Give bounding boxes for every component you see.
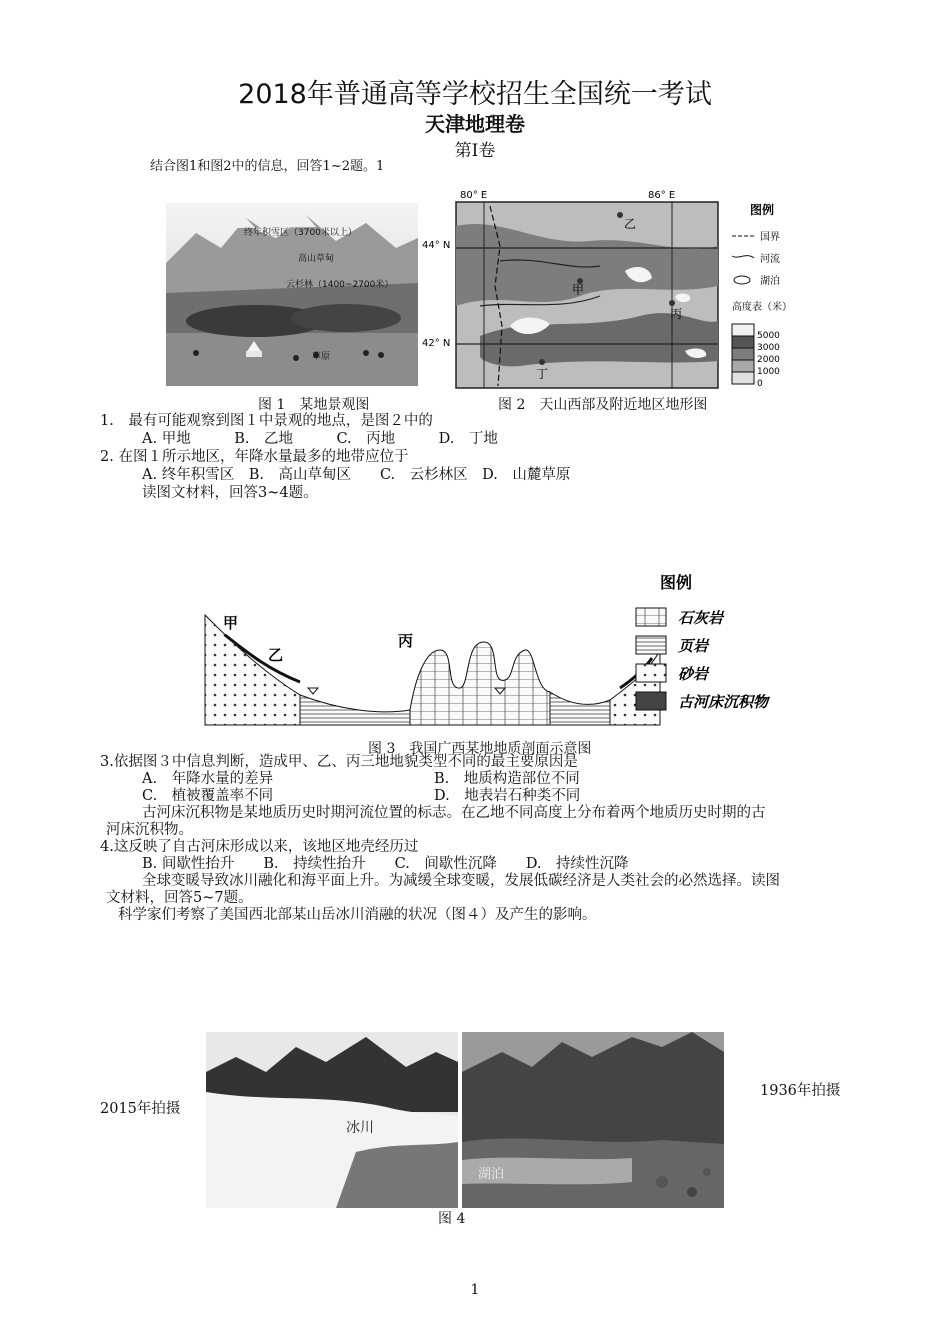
fig3-legend-sandstone: 砂岩 bbox=[678, 665, 709, 683]
map-place-yi: 乙 bbox=[624, 217, 637, 231]
section-title: 第Ⅰ卷 bbox=[454, 141, 496, 161]
fig3-label-yi: 乙 bbox=[268, 646, 284, 664]
question-3-option-c: C. 植被覆盖率不同 bbox=[142, 788, 274, 804]
map-lon-80e: 80° E bbox=[460, 190, 488, 201]
fig3-legend-shale: 页岩 bbox=[678, 637, 709, 655]
material-1-line-1: 古河床沉积物是某地质历史时期河流位置的标志。在乙地不同高度上分布着两个地质历史时期的古 bbox=[142, 805, 766, 821]
elev-3000: 3000 bbox=[757, 343, 780, 353]
map-lat-44n: 44° N bbox=[422, 240, 451, 251]
fig3-label-bing: 丙 bbox=[398, 632, 414, 650]
material-2-line-1: 全球变暖导致冰川融化和海平面上升。为减缓全球变暖，发展低碳经济是人类社会的必然选择。读图 bbox=[142, 873, 780, 889]
map-place-ding: 丁 bbox=[536, 367, 549, 381]
question-3-option-a: A. 年降水量的差异 bbox=[142, 771, 274, 787]
page-number: 1 bbox=[470, 1282, 480, 1298]
elev-2000: 2000 bbox=[757, 355, 780, 365]
fig4-glacier-label: 冰川 bbox=[346, 1120, 374, 1136]
map-legend-elevation: 高度表（米） bbox=[732, 302, 792, 313]
figure-4-photo-lake bbox=[462, 1032, 724, 1208]
fig3-legend-deposits: 古河床沉积物 bbox=[678, 693, 769, 711]
elev-0: 0 bbox=[757, 379, 763, 389]
material-3: 科学家们考察了美国西北部某山岳冰川消融的状况（图４）及产生的影响。 bbox=[118, 907, 597, 923]
fig1-label-spruce: 云杉林（1400~2700米） bbox=[286, 280, 394, 290]
exam-title: 2018年普通高等学校招生全国统一考试 bbox=[238, 79, 712, 110]
figure-1-landscape-photo bbox=[166, 203, 418, 386]
figure-1-caption: 图 1 某地景观图 bbox=[258, 397, 370, 413]
figure-4-caption: 图 4 bbox=[438, 1211, 466, 1227]
question-2-options: A. 终年积雪区 B. 高山草甸区 C. 云杉林区 D. 山麓草原 bbox=[142, 467, 571, 483]
fig1-label-meadow: 高山草甸 bbox=[298, 254, 335, 264]
map-legend-river: 河流 bbox=[760, 254, 780, 265]
figure-3-geologic-section bbox=[190, 560, 800, 730]
fig4-left-year: 2015年拍摄 bbox=[100, 1101, 181, 1117]
question-4-options: B. 间歇性抬升 B. 持续性抬升 C. 间歇性沉降 D. 持续性沉降 bbox=[142, 856, 629, 872]
elev-5000: 5000 bbox=[757, 331, 780, 341]
material-2-line-2: 文材料，回答5~7题。 bbox=[106, 890, 253, 906]
map-place-bing: 丙 bbox=[670, 307, 683, 321]
map-legend-title: 图例 bbox=[750, 203, 775, 217]
exam-subtitle: 天津地理卷 bbox=[425, 112, 525, 136]
fig3-legend-limestone: 石灰岩 bbox=[678, 609, 724, 627]
map-legend-border: 国界 bbox=[760, 232, 780, 243]
intro-q1-2: 结合图1和图2中的信息，回答1~2题。1 bbox=[150, 159, 385, 174]
material-1-line-2: 河床沉积物。 bbox=[106, 822, 193, 838]
fig4-right-year: 1936年拍摄 bbox=[760, 1083, 841, 1099]
fig3-legend-title: 图例 bbox=[660, 573, 693, 592]
question-4-stem: 4.这反映了自古河床形成以来，该地区地壳经历过 bbox=[100, 839, 419, 855]
elev-1000: 1000 bbox=[757, 367, 780, 377]
map-lon-86e: 86° E bbox=[648, 190, 676, 201]
fig1-label-grassland: 草原 bbox=[312, 352, 331, 362]
map-legend-lake: 湖泊 bbox=[760, 276, 780, 287]
fig4-lake-label: 湖泊 bbox=[478, 1167, 505, 1182]
question-3-stem: 3.依据图３中信息判断，造成甲、乙、丙三地地貌类型不同的最主要原因是 bbox=[100, 754, 578, 770]
map-place-jia: 甲 bbox=[572, 283, 585, 297]
question-3-option-b: B. 地质构造部位不同 bbox=[434, 771, 580, 787]
figure-3-caption: 图 3 我国广西某地地质剖面示意图 bbox=[368, 741, 592, 757]
question-3-option-d: D. 地表岩石种类不同 bbox=[434, 788, 581, 804]
figure-2-topographic-map bbox=[420, 186, 820, 391]
figure-2-caption: 图 2 天山西部及附近地区地形图 bbox=[498, 397, 708, 413]
question-1-stem: 1. 最有可能观察到图１中景观的地点，是图２中的 bbox=[100, 413, 433, 429]
question-2-stem: 2. 在图１所示地区，年降水量最多的地带应位于 bbox=[100, 449, 409, 465]
figure-4-photo-glacier bbox=[206, 1032, 458, 1208]
fig3-label-jia: 甲 bbox=[223, 614, 239, 632]
question-1-options: A. 甲地 B. 乙地 C. 丙地 D. 丁地 bbox=[142, 431, 498, 447]
map-lat-42n: 42° N bbox=[422, 338, 451, 349]
intro-q3-4: 读图文材料，回答3~4题。 bbox=[142, 485, 318, 501]
fig1-label-snow: 终年积雪区（3700米以上） bbox=[244, 228, 357, 238]
